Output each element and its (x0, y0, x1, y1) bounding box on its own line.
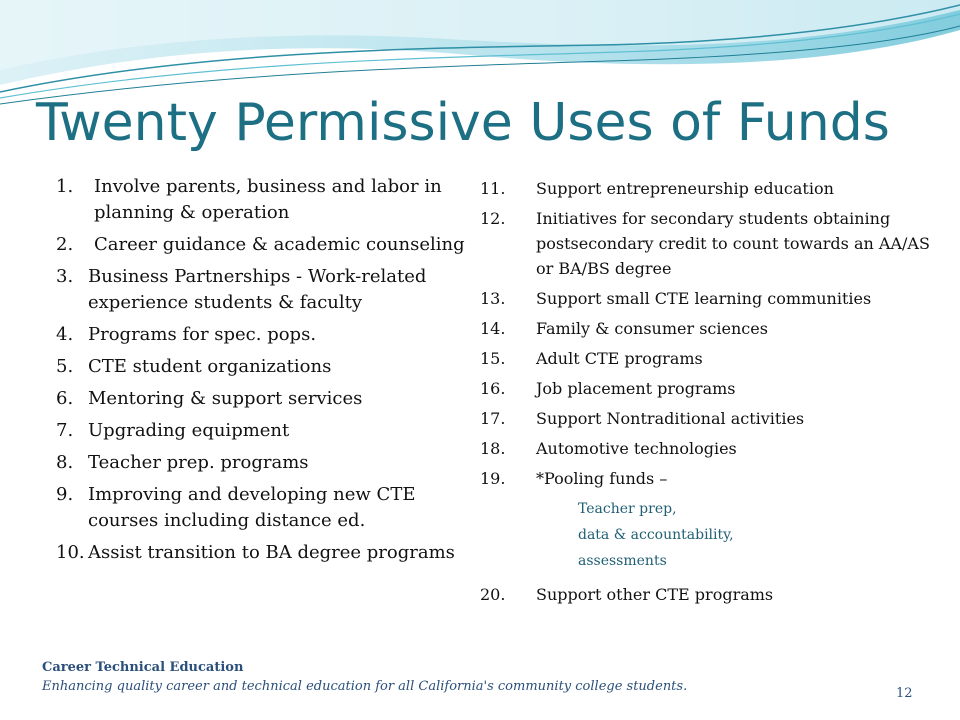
list-item (480, 346, 940, 371)
item-text: CTE student organizations (88, 356, 332, 377)
list-item (56, 418, 466, 444)
item-text: Support Nontraditional activities (536, 409, 805, 428)
item-number: 2. (56, 234, 74, 255)
item-number: 16. (480, 379, 506, 398)
item-text: Initiatives for secondary students obtaining postsecondary credit to count towards an AA/AS or BA/BS degree (536, 209, 930, 278)
list-item (480, 286, 940, 311)
list-item (56, 232, 466, 258)
list-item (480, 206, 940, 281)
list-item (480, 316, 940, 341)
item-text: Teacher prep. programs (88, 452, 309, 473)
left-column-list (56, 174, 466, 572)
item-number: 13. (480, 289, 506, 308)
item-number: 5. (56, 356, 74, 377)
sub-list-item: assessments (578, 553, 667, 569)
list-item (480, 436, 940, 461)
sub-list-item: Teacher prep, (578, 501, 677, 517)
list-item (480, 176, 940, 201)
item-number: 12. (480, 209, 506, 228)
item-text: Support small CTE learning communities (536, 289, 872, 308)
item-number: 11. (480, 179, 506, 198)
item-text: Business Partnerships - Work-related experience students & faculty (88, 266, 427, 313)
item-number: 3. (56, 266, 74, 287)
slide-title: Twenty Permissive Uses of Funds (36, 93, 890, 153)
list-item (480, 376, 940, 401)
item-text: Programs for spec. pops. (88, 324, 317, 345)
list-item (480, 466, 940, 491)
item-text: Support other CTE programs (536, 585, 774, 604)
item-text: Assist transition to BA degree programs (88, 542, 455, 563)
item-number: 15. (480, 349, 506, 368)
list-item (56, 450, 466, 476)
item-text: Career guidance & academic counseling (94, 234, 465, 255)
item-number: 10. (56, 542, 85, 563)
right-column-list (480, 176, 940, 612)
list-item (56, 174, 466, 226)
item-text: Automotive technologies (536, 439, 737, 458)
item-text: Involve parents, business and labor in planning & operation (94, 176, 442, 223)
item-number: 18. (480, 439, 506, 458)
item-text: Support entrepreneurship education (536, 179, 834, 198)
item-text: Upgrading equipment (88, 420, 290, 441)
list-item (480, 406, 940, 431)
footer-organization: Career Technical Education (42, 660, 244, 675)
item-text: Improving and developing new CTE courses including distance ed. (88, 484, 416, 531)
item-number: 8. (56, 452, 74, 473)
item-text: Job placement programs (536, 379, 736, 398)
item-number: 19. (480, 469, 506, 488)
list-item (56, 264, 466, 316)
item-number: 6. (56, 388, 74, 409)
list-item (56, 482, 466, 534)
item-number: 4. (56, 324, 74, 345)
footer-tagline: Enhancing quality career and technical education for all California's community college students. (42, 679, 688, 694)
item-number: 1. (56, 176, 74, 197)
page-number: 12 (896, 686, 913, 701)
item-text: Mentoring & support services (88, 388, 363, 409)
item-number: 14. (480, 319, 506, 338)
item-text: Adult CTE programs (536, 349, 703, 368)
item-number: 17. (480, 409, 506, 428)
list-item (480, 582, 940, 607)
item-number: 7. (56, 420, 74, 441)
item-text: Family & consumer sciences (536, 319, 768, 338)
item-text: *Pooling funds – (536, 469, 668, 488)
list-item (56, 386, 466, 412)
item-number: 9. (56, 484, 74, 505)
list-item (56, 322, 466, 348)
list-item (56, 354, 466, 380)
sub-list-item: data & accountability, (578, 527, 734, 543)
item-number: 20. (480, 585, 506, 604)
list-item (56, 540, 466, 566)
